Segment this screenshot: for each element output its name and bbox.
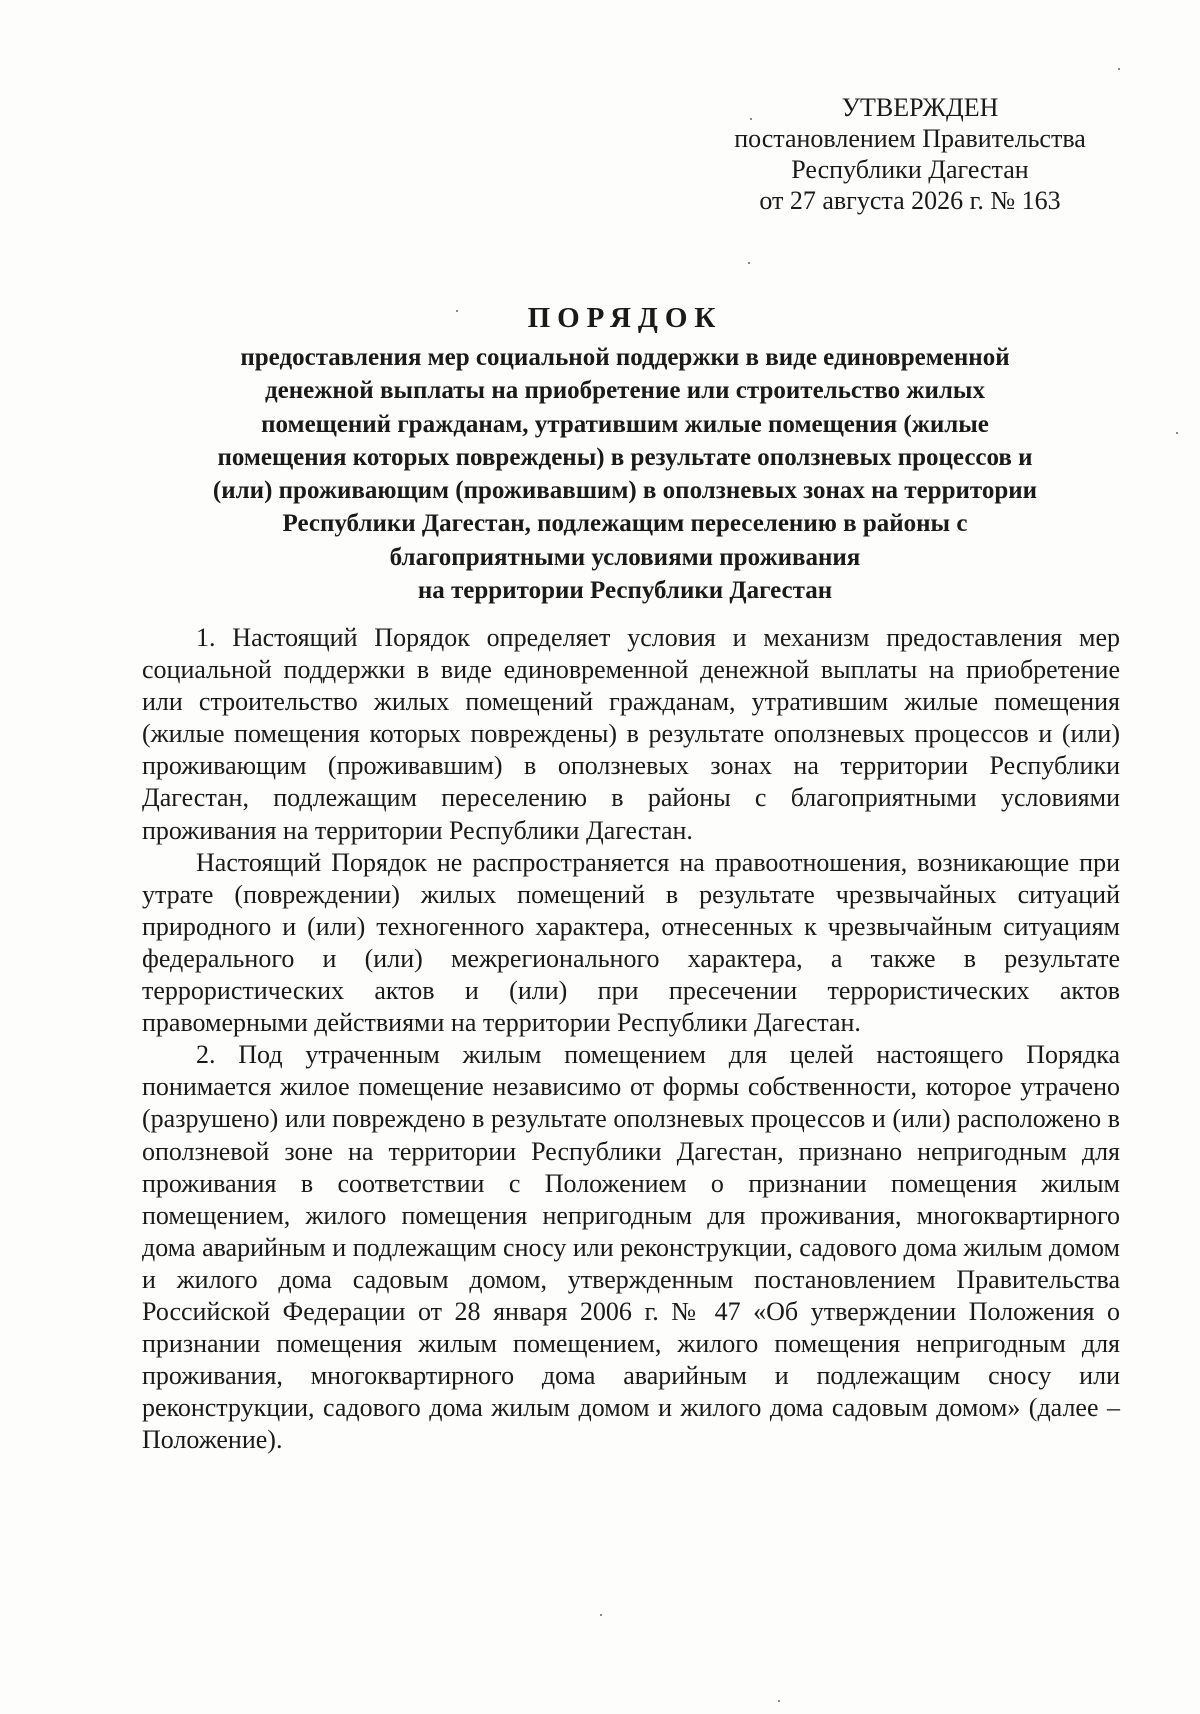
approval-line-1: постановлением Правительства: [734, 124, 1086, 153]
heading-line: Республики Дагестан, подлежащим переселению в районы с: [282, 510, 968, 538]
heading-line: благоприятными условиями проживания: [389, 543, 861, 571]
approval-line-2: Республики Дагестан: [791, 155, 1029, 184]
document-body: [142, 622, 1120, 1456]
document-heading: [150, 301, 1100, 607]
approval-title: УТВЕРЖДЕН: [841, 93, 999, 122]
scan-speck: [1118, 68, 1120, 70]
heading-line: предоставления мер социальной поддержки в виде единовременной: [240, 344, 1010, 371]
scan-speck: [750, 118, 752, 120]
heading-line: на территории Республики Дагестан: [417, 577, 833, 605]
scan-speck: [1176, 432, 1178, 434]
approval-line-3: от 27 августа 2026 г. № 163: [759, 186, 1061, 215]
document-caption: ПОРЯДОК: [527, 302, 723, 334]
paragraph-2: Настоящий Порядок не распространяется на правоотношения, возникающие при утрате (повреждении) жилых помещений в результате чрезвычайных ситуаций природного и (или) техногенного характера, отнесенных к чрезвычайным ситуациям федерального и (или) межрегионального характера, а также в результате террористических актов и (или) при пресечении террористических актов правомерными действиями на территории Республики Дагестан.: [142, 847, 1120, 1038]
heading-line: (или) проживающим (проживавшим) в оползневых зонах на территории: [212, 477, 1038, 505]
scan-speck: [748, 262, 750, 264]
heading-line: помещения которых повреждены) в результате оползневых процессов и: [217, 443, 1033, 471]
paragraph-3: 2. Под утраченным жилым помещением для целей настоящего Порядка понимается жилое помещение независимо от формы собственности, которое утрачено (разрушено) или повреждено в результате оползневых процессов и (или) расположено в оползневой зоне на территории Республики Дагестан, признано непригодным для проживания в соответствии с Положением о признании помещения жилым помещением, жилого помещения непригодным для проживания, многоквартирного дома аварийным и подлежащим сносу или реконструкции, садового дома жилым домом и жилого дома садовым домом, утвержденным постановлением Правительства Российской Федерации от 28 января 2006 г. № 47 «Об утверждении Положения о признании помещения жилым помещением, жилого помещения непригодным для проживания, многоквартирного дома аварийным и подлежащим сносу или реконструкции, садового дома жилым домом и жилого дома садовым домом» (далее – Положение).: [142, 1040, 1120, 1455]
scan-speck: [600, 1614, 602, 1616]
paragraph-1: 1. Настоящий Порядок определяет условия и механизм предоставления мер социальной поддержки в виде единовременной денежной выплаты на приобретение или строительство жилых помещений гражданам, утратившим жилые помещения (жилые помещения которых повреждены) в результате оползневых процессов и (или) проживающим (проживавшим) в оползневых зонах на территории Республики Дагестан, подлежащим переселению в районы с благоприятными условиями проживания на территории Республики Дагестан.: [142, 623, 1120, 845]
approval-stamp: [700, 92, 1120, 216]
heading-line: денежной выплаты на приобретение или строительство жилых: [265, 377, 985, 405]
scan-speck: [778, 1700, 780, 1702]
scan-speck: [456, 310, 458, 312]
heading-line: помещений гражданам, утратившим жилые помещения (жилые: [261, 410, 989, 438]
